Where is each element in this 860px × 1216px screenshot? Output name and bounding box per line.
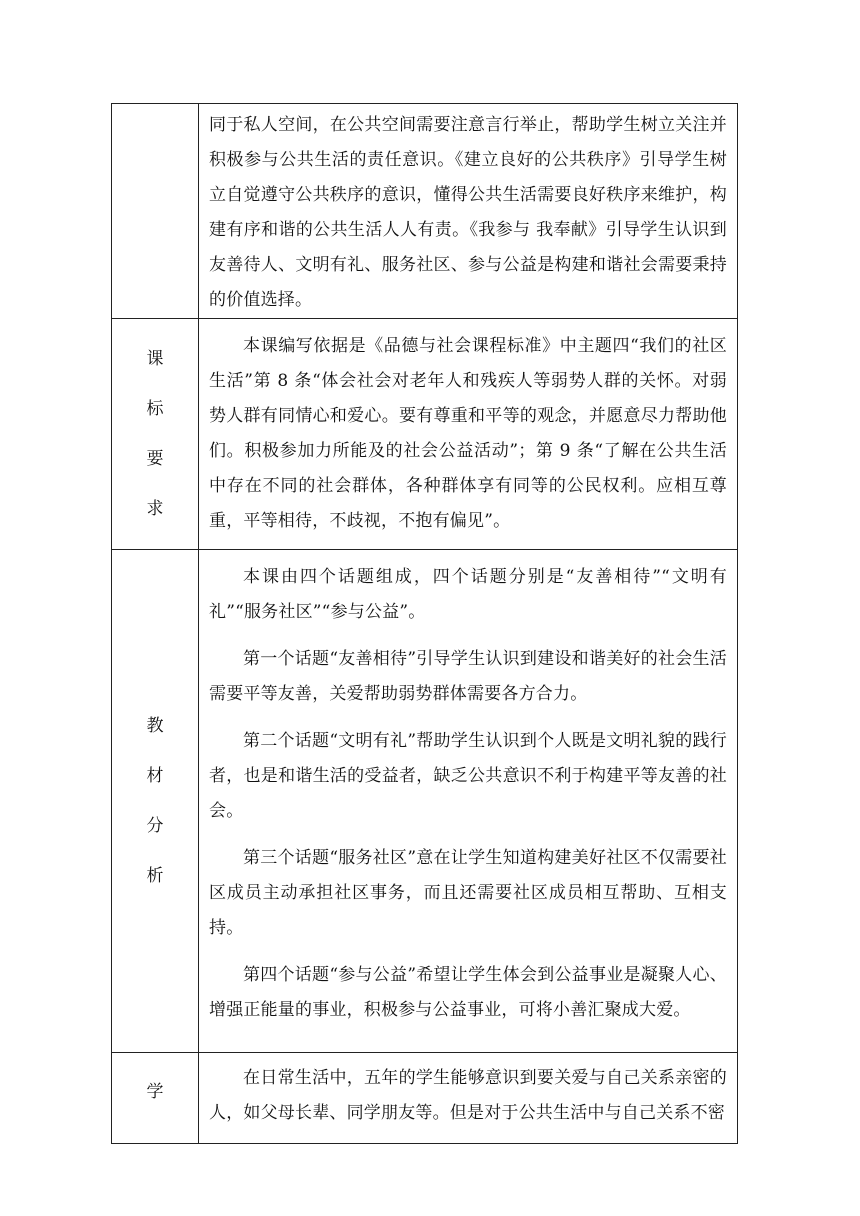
content-paragraph: 第四个话题“参与公益”希望让学生体会到公益事业是凝聚人心、增强正能量的事业，积极参与公益事业，可将小善汇聚成大爱。 <box>209 965 727 1020</box>
table-row <box>112 550 738 1053</box>
label-char: 材 <box>146 766 164 786</box>
table-row <box>112 319 738 550</box>
row-label-textbook-analysis <box>112 701 198 901</box>
content-paragraph: 第一个话题“友善相待”引导学生认识到建设和谐美好的社会生活需要平等友善，关爱帮助弱势群体需要各方合力。 <box>209 649 727 704</box>
label-char: 教 <box>146 716 164 736</box>
label-char: 学 <box>146 1082 164 1102</box>
row-content-cell <box>199 1053 738 1144</box>
label-char: 标 <box>146 399 164 419</box>
row-label-cell <box>112 1053 199 1144</box>
row-label-cell <box>112 319 199 550</box>
content-paragraph: 在日常生活中，五年的学生能够意识到要关爱与自己关系亲密的人，如父母长辈、同学朋友等。但是对于公共生活中与自己关系不密 <box>209 1068 727 1123</box>
lesson-plan-table <box>111 103 738 1144</box>
content-paragraph: 本课由四个话题组成，四个话题分别是“友善相待”“文明有礼”“服务社区”“参与公益”。 <box>209 567 727 622</box>
row-label-student-analysis <box>112 1053 198 1117</box>
table-row <box>112 104 738 319</box>
row-content-cell <box>199 104 738 319</box>
label-char: 求 <box>146 499 164 519</box>
content-paragraph: 第二个话题“文明有礼”帮助学生认识到个人既是文明礼貌的践行者，也是和谐生活的受益者，缺乏公共意识不利于构建平等友善的社会。 <box>209 731 727 821</box>
label-char: 分 <box>146 816 164 836</box>
label-char: 课 <box>146 349 164 369</box>
label-char: 要 <box>146 449 164 469</box>
row-label-cell <box>112 550 199 1053</box>
content-paragraph: 同于私人空间，在公共空间需要注意言行举止，帮助学生树立关注并积极参与公共生活的责任意识。《建立良好的公共秩序》引导学生树立自觉遵守公共秩序的意识，懂得公共生活需要良好秩序来维护，构建有序和谐的公共生活人人有责。《我参与 我奉献》引导学生认识到友善待人、文明有礼、服务社区、参与公益是构建和谐社会需要秉持的价值选择。 <box>209 115 727 310</box>
label-char: 析 <box>146 866 164 886</box>
content-paragraph: 本课编写依据是《品德与社会课程标准》中主题四“我们的社区生活”第 8 条“体会社会对老年人和残疾人等弱势人群的关怀。对弱势人群有同情心和爱心。要有尊重和平等的观念，并愿意尽力帮助他们。积极参加力所能及的社会公益活动”；第 9 条“了解在公共生活中存在不同的社会群体，各种群体享有同等的公民权利。应相互尊重，平等相待，不歧视，不抱有偏见”。 <box>209 336 727 531</box>
row-label-cell <box>112 104 199 319</box>
row-label-curriculum-standard <box>112 334 198 534</box>
row-content-cell <box>199 319 738 550</box>
content-paragraph: 第三个话题“服务社区”意在让学生知道构建美好社区不仅需要社区成员主动承担社区事务，而且还需要社区成员相互帮助、互相支持。 <box>209 848 727 938</box>
row-content-cell <box>199 550 738 1053</box>
table-row <box>112 1053 738 1144</box>
